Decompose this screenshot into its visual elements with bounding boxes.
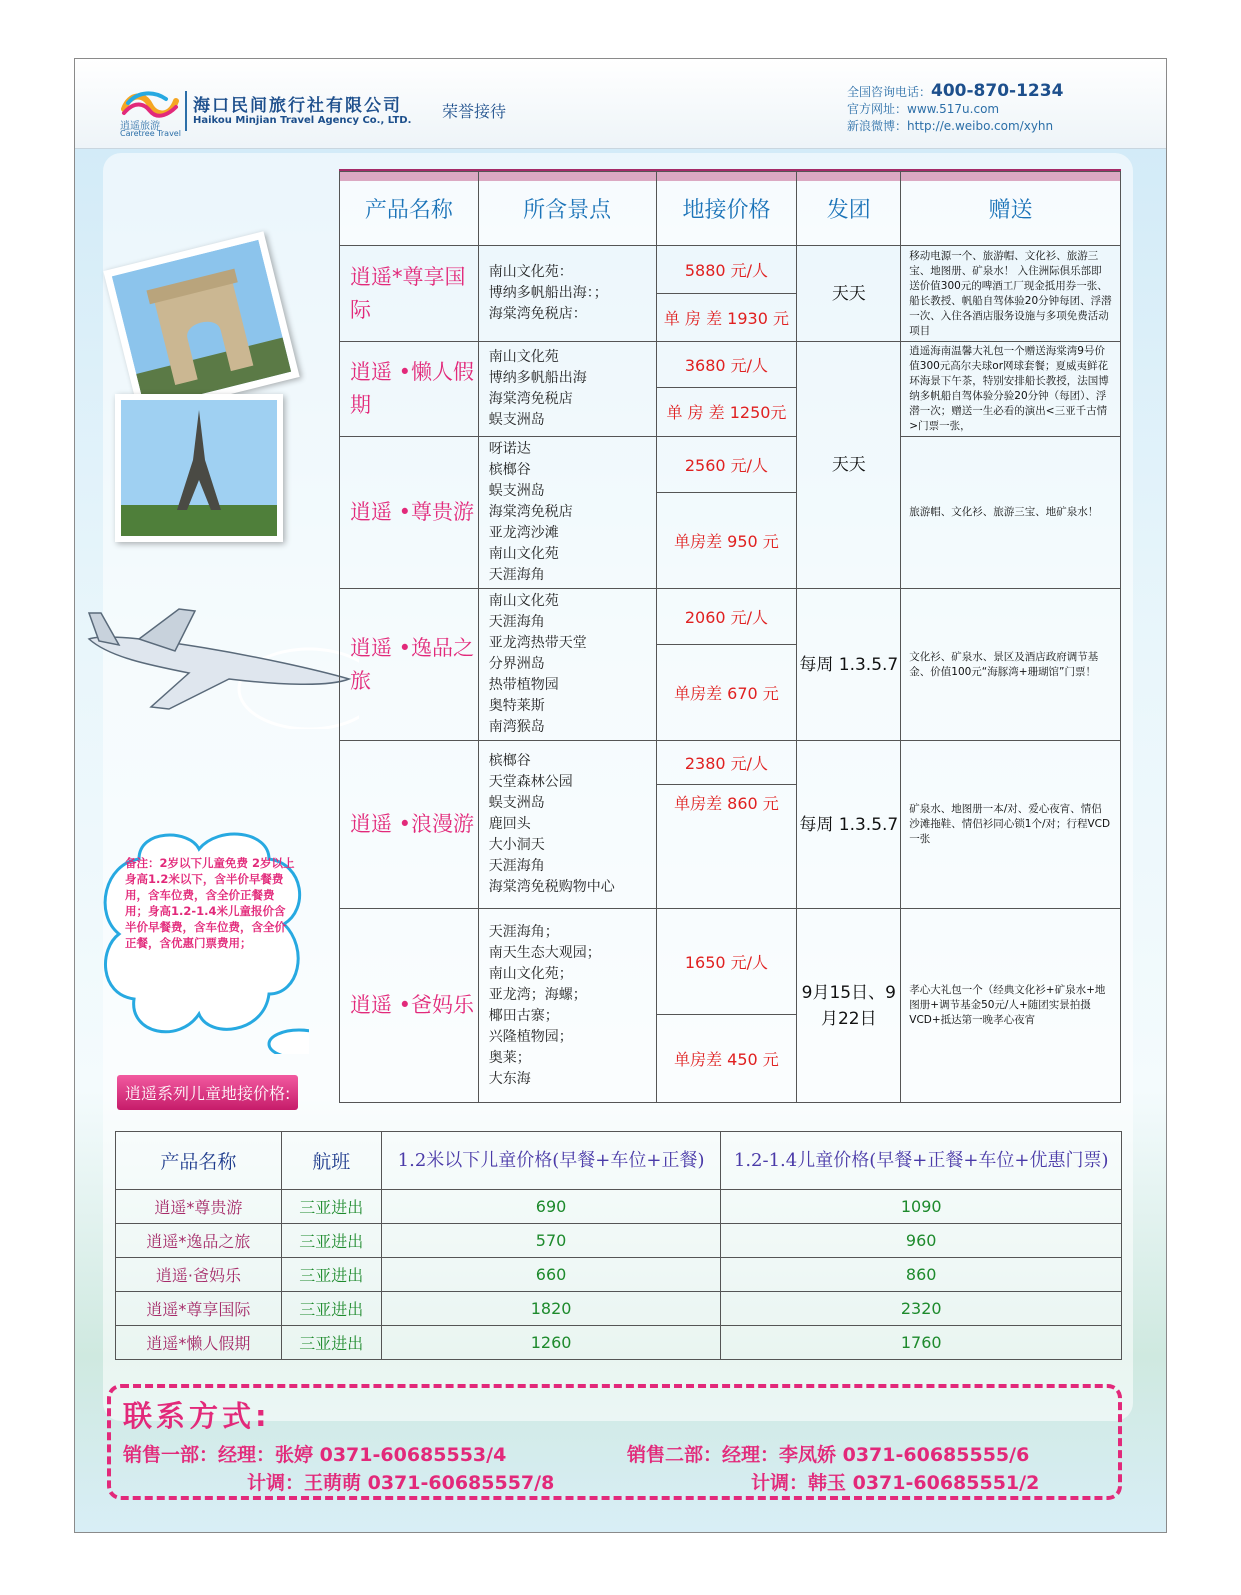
spot: 呀诺达 [488, 441, 531, 457]
spot: 天涯海角 [488, 567, 545, 583]
spot: 南山文化苑； [488, 965, 573, 982]
kid-product-name: 逍遥*尊贵游 [116, 1190, 282, 1224]
kid-price-2: 1760 [721, 1326, 1122, 1360]
kid-price-2: 960 [721, 1224, 1122, 1258]
product-spots [478, 909, 656, 1103]
table-row [340, 741, 1121, 785]
product-name: 逍遥 •逸品之旅 [340, 589, 479, 741]
spot: 鹿回头 [488, 816, 531, 832]
kid-product-name: 逍遥*懒人假期 [116, 1326, 282, 1360]
table-row [116, 1292, 1122, 1326]
product-spots [478, 246, 656, 342]
product-price: 1650 元/人 [656, 909, 797, 1015]
hotline-number: 400-870-1234 [931, 81, 1064, 101]
product-name: 逍遥 •浪漫游 [340, 741, 479, 909]
spot: 大东海 [488, 1070, 531, 1087]
table-row [116, 1190, 1122, 1224]
single-room-diff: 单 房 差 1930 元 [656, 294, 797, 342]
spot: 蜈支洲岛 [488, 483, 545, 499]
product-table-header [340, 172, 1121, 246]
header-gift: 赠送 [901, 172, 1121, 246]
spot: 蜈支洲岛 [488, 412, 545, 428]
spot: 大小洞天 [488, 837, 545, 853]
product-depart: 每周 1.3.5.7 [797, 589, 901, 741]
kid-price-2: 1090 [721, 1190, 1122, 1224]
product-name: 逍遥 •尊贵游 [340, 437, 479, 589]
spot: 海棠湾免税购物中心 [488, 879, 615, 895]
website: 官方网址：www.517u.com [847, 102, 1000, 116]
product-name: 逍遥*尊享国际 [340, 246, 479, 342]
spot: 南山文化苑： [488, 264, 573, 280]
spot: 槟榔谷 [488, 753, 531, 769]
kids-price-tag: 逍遥系列儿童地接价格: [117, 1075, 298, 1110]
kid-product-name: 逍遥*逸品之旅 [116, 1224, 282, 1258]
single-room-diff: 单 房 差 1250元 [656, 387, 797, 436]
spot: 分界洲岛 [488, 656, 545, 672]
hotline-label: 全国咨询电话： [847, 85, 932, 99]
single-room-diff: 单房差 450 元 [656, 1015, 797, 1103]
spot: 天堂森林公园 [488, 774, 573, 790]
sales-dept-1-planner: 计调：王萌萌 0371-60685557/8 [247, 1472, 555, 1494]
spot: 兴隆植物园； [488, 1028, 573, 1045]
table-row [340, 909, 1121, 1015]
spot: 亚龙湾沙滩 [488, 525, 559, 541]
product-price: 3680 元/人 [656, 342, 797, 388]
product-depart: 天天 [797, 342, 901, 589]
product-spots [478, 437, 656, 589]
product-price: 2560 元/人 [656, 437, 797, 493]
spot: 博纳多帆船出海：； [488, 285, 608, 301]
single-room-diff: 单房差 860 元 [656, 785, 797, 909]
kid-price-1: 690 [381, 1190, 721, 1224]
company-name-en: Haikou Minjian Travel Agency Co., LTD. [193, 115, 412, 126]
spot: 南山文化苑 [488, 593, 559, 609]
contact-box [107, 1384, 1122, 1500]
product-gift: 旅游帽、文化衫、旅游三宝、地矿泉水！ [901, 437, 1121, 589]
product-gift: 逍遥海南温馨大礼包一个赠送海棠湾9号价值300元高尔夫球or网球套餐；夏威夷鲜花环海景下午茶，特别安排船长教授，法国博纳多帆船自驾体验分验20分钟（每团）、浮潜一次；赠送一生必看的演出<三亚千古情>门票一张， [901, 342, 1121, 437]
product-spots [478, 741, 656, 909]
kids-header-flight: 航班 [281, 1132, 381, 1190]
spot: 海棠湾免税店 [488, 391, 573, 407]
kid-route: 三亚进出 [281, 1190, 381, 1224]
header-product-name: 产品名称 [340, 172, 479, 246]
note-text: 备注：2岁以下儿童免费 2岁以上身高1.2米以下，含半价早餐费用，含车位费，含全价正餐费用；身高1.2-1.4米儿童报价含半价早餐费，含车位费，含全价正餐，含优惠门票费用； [125, 856, 295, 950]
product-price: 2380 元/人 [656, 741, 797, 785]
kid-price-2: 860 [721, 1258, 1122, 1292]
header-spots: 所含景点 [478, 172, 656, 246]
kid-route: 三亚进出 [281, 1224, 381, 1258]
product-gift: 文化衫、矿泉水、景区及酒店政府调节基金、价值100元“海豚湾+珊瑚馆”门票！ [901, 589, 1121, 741]
single-room-diff: 单房差 950 元 [656, 493, 797, 589]
contact-title: 联系方式: [123, 1399, 271, 1433]
product-name: 逍遥 •爸妈乐 [340, 909, 479, 1103]
company-name-cn: 海口民间旅行社有限公司 [193, 96, 402, 116]
weibo: 新浪微博：http://e.weibo.com/xyhn [847, 119, 1054, 133]
kid-price-1: 1260 [381, 1326, 721, 1360]
product-depart: 9月15日、9月22日 [797, 909, 901, 1103]
table-row [340, 246, 1121, 294]
spot: 博纳多帆船出海 [488, 370, 587, 386]
table-row [340, 437, 1121, 493]
header-contact [847, 83, 1063, 135]
kids-header-name: 产品名称 [116, 1132, 282, 1190]
sales-dept-1: 销售一部：经理：张婷 0371-60685553/4 [123, 1444, 507, 1466]
product-gift: 矿泉水、地图册一本/对、爱心夜宵、情侣沙滩拖鞋、情侣衫同心锁1个/对；行程VCD一张 [901, 741, 1121, 909]
kids-header-price2: 1.2-1.4儿童价格(早餐+正餐+车位+优惠门票) [721, 1132, 1122, 1190]
table-row [116, 1326, 1122, 1360]
sales-dept-2: 销售二部：经理：李凤娇 0371-60685555/6 [627, 1444, 1030, 1466]
spot: 南山文化苑 [488, 349, 559, 365]
product-depart: 每周 1.3.5.7 [797, 741, 901, 909]
spot: 蜈支洲岛 [488, 795, 545, 811]
spot: 奥特莱斯 [488, 698, 545, 714]
single-room-diff: 单房差 670 元 [656, 645, 797, 741]
kid-price-1: 660 [381, 1258, 721, 1292]
honor-label: 荣誉接待 [442, 102, 507, 121]
table-row [340, 589, 1121, 645]
airplane-illustration [79, 599, 359, 729]
spot: 亚龙湾；海螺； [488, 986, 587, 1003]
spot: 天涯海角 [488, 858, 545, 874]
spot: 亚龙湾热带天堂 [488, 635, 587, 651]
header-price: 地接价格 [656, 172, 797, 246]
kid-price-1: 570 [381, 1224, 721, 1258]
product-table [339, 171, 1121, 1103]
spot: 天涯海角； [488, 923, 559, 940]
kid-route: 三亚进出 [281, 1292, 381, 1326]
table-row [116, 1258, 1122, 1292]
kids-table-header [116, 1132, 1122, 1190]
spot: 椰田古寨； [488, 1007, 559, 1024]
kid-product-name: 逍遥*尊享国际 [116, 1292, 282, 1326]
spot: 海棠湾免税店 [488, 504, 573, 520]
brochure-frame [74, 58, 1167, 1533]
spot: 海棠湾免税店： [488, 306, 587, 322]
product-price: 2060 元/人 [656, 589, 797, 645]
spot: 奥莱； [488, 1049, 531, 1066]
product-price: 5880 元/人 [656, 246, 797, 294]
product-spots [478, 342, 656, 437]
kid-product-name: 逍遥·爸妈乐 [116, 1258, 282, 1292]
logo-text-en: Caretree Travel [120, 129, 181, 138]
kid-price-1: 1820 [381, 1292, 721, 1326]
spot: 槟榔谷 [488, 462, 531, 478]
header-depart: 发团 [797, 172, 901, 246]
product-gift: 孝心大礼包一个（经典文化衫+矿泉水+地图册+调节基金50元/人+随团实景拍摄VCD+抵达第一晚孝心夜宵 [901, 909, 1121, 1103]
kid-price-2: 2320 [721, 1292, 1122, 1326]
logo-text-cn: 逍遥旅游 [120, 121, 160, 132]
kid-route: 三亚进出 [281, 1326, 381, 1360]
spot: 南湾猴岛 [488, 719, 545, 735]
header [75, 59, 1167, 149]
eiffel-tower-photo [115, 394, 283, 542]
spot: 热带植物园 [488, 677, 559, 693]
product-spots [478, 589, 656, 741]
product-gift: 移动电源一个、旅游帽、文化衫、旅游三宝、地图册、矿泉水！ 入住洲际俱乐部即送价值300元的啤酒工厂现金抵用券一张、 船长教授、帆船自驾体验20分钟每团、浮潜一次、入住各酒店服务设施与多项免费活动项目 [901, 246, 1121, 342]
spot: 南山文化苑 [488, 546, 559, 562]
kids-header-price1: 1.2米以下儿童价格(早餐+车位+正餐) [381, 1132, 721, 1190]
table-row [116, 1224, 1122, 1258]
kids-price-table [115, 1131, 1122, 1360]
spot: 天涯海角 [488, 614, 545, 630]
product-depart: 天天 [797, 246, 901, 342]
sales-dept-2-planner: 计调：韩玉 0371-60685551/2 [751, 1472, 1040, 1494]
logo-divider [185, 91, 187, 131]
spot: 南天生态大观园； [488, 944, 601, 961]
product-name: 逍遥 •懒人假期 [340, 342, 479, 437]
table-row [340, 342, 1121, 388]
kid-route: 三亚进出 [281, 1258, 381, 1292]
